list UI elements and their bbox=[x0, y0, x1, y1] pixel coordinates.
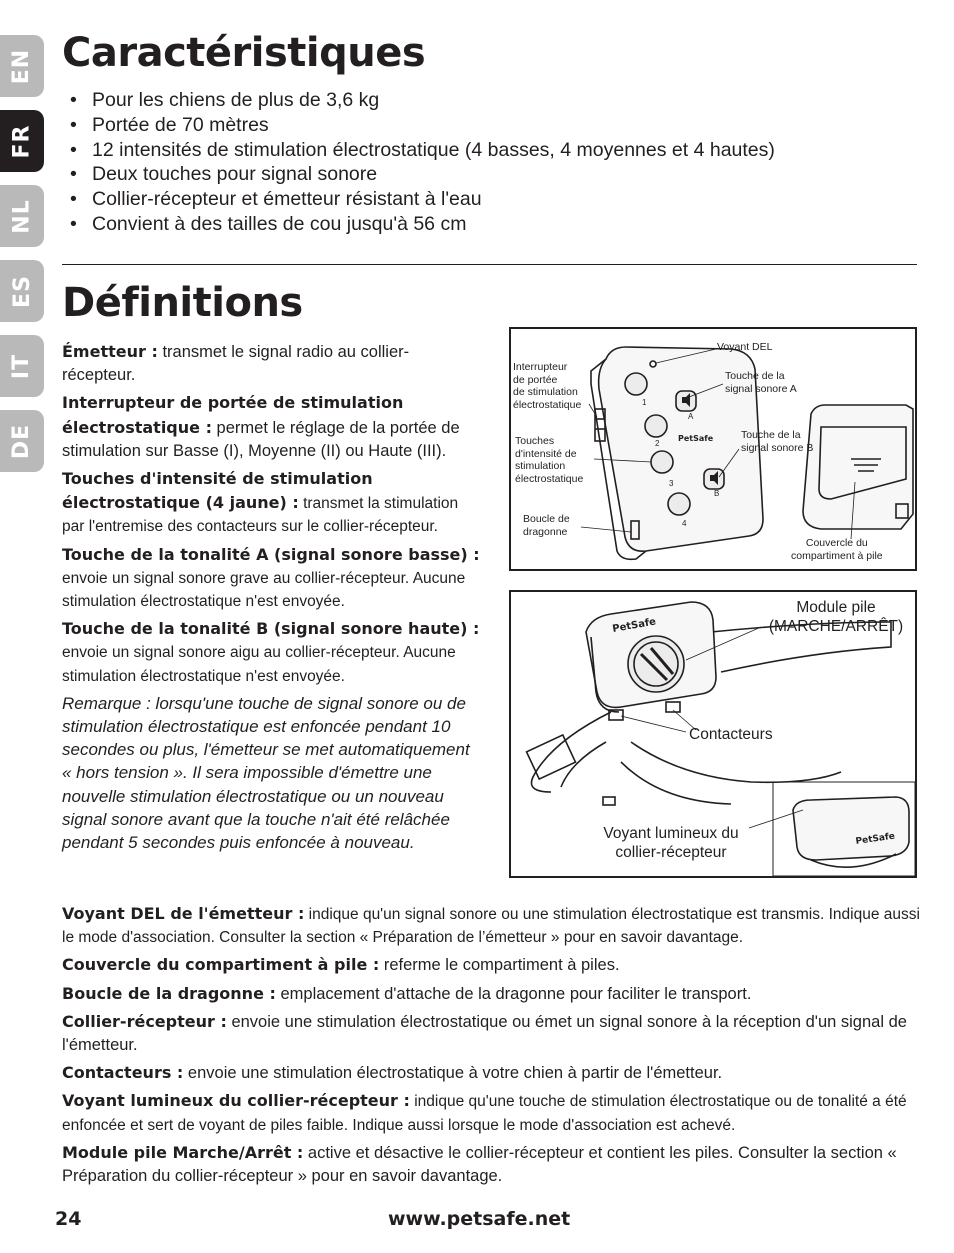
remarque-note: Remarque : lorsqu'une touche de signal sonore ou de stimulation électrostatique est enfoncée pendant 10 secondes ou plus, l'émetteur se met automatiquement « hors tension ». Il sera impossible d'émettre une nouvelle stimulation électrostatique ou un nouveau signal sonore avant que la touche n'ait été relâchée pendant 5 secondes puis enfoncée à nouveau. bbox=[62, 693, 470, 853]
features-title: Caractéristiques bbox=[62, 30, 426, 76]
collar-brand: PetSafe bbox=[611, 616, 657, 635]
definition-contacteurs: Contacteurs : envoie une stimulation électrostatique à votre chien à partir de l'émetteur. bbox=[62, 1063, 723, 1083]
definitions-title: Définitions bbox=[62, 280, 303, 326]
collar-figure bbox=[509, 590, 917, 878]
button-number: 1 bbox=[642, 398, 647, 407]
definition-touches: Touches d'intensité de stimulation électrostatique (4 jaune) : transmet la stimulation par l'entremise des contacteurs sur le collier-récepteur. bbox=[62, 469, 459, 536]
transmitter-figure bbox=[509, 327, 917, 571]
button-number: 3 bbox=[669, 479, 674, 488]
label-touche-a: Touche de la signal sonore A bbox=[725, 370, 797, 395]
feature-item: • Portée de 70 mètres bbox=[70, 113, 775, 138]
lang-tab-fr[interactable]: FR bbox=[0, 110, 44, 172]
label-touche-b: Touche de la signal sonore B bbox=[741, 429, 814, 454]
feature-item: • 12 intensités de stimulation électrostatique (4 basses, 4 moyennes et 4 hautes) bbox=[70, 138, 775, 163]
label-touches-intensite: Touches d'intensité de stimulation électrostatique bbox=[515, 435, 584, 485]
definitions-full-width bbox=[62, 902, 922, 1192]
definition-tonalite-a: Touche de la tonalité A (signal sonore basse) : envoie un signal sonore grave au collier-récepteur. Aucune stimulation électrostatique n'est envoyée. bbox=[62, 544, 480, 611]
page-number: 24 bbox=[55, 1208, 82, 1230]
label-boucle: Boucle de dragonne bbox=[523, 513, 570, 538]
definition-boucle: Boucle de la dragonne : emplacement d'attache de la dragonne pour faciliter le transport. bbox=[62, 983, 752, 1003]
label-voyant-del: Voyant DEL bbox=[717, 341, 773, 353]
transmitter-brand: PetSafe bbox=[678, 434, 714, 443]
features-list bbox=[70, 88, 775, 237]
lang-tab-nl[interactable]: NL bbox=[0, 185, 44, 247]
feature-item: • Pour les chiens de plus de 3,6 kg bbox=[70, 88, 775, 113]
definition-emetteur: Émetteur : transmet le signal radio au collier-récepteur. bbox=[62, 342, 410, 385]
button-number: 4 bbox=[682, 519, 687, 528]
label-interrupteur: Interrupteur de portée de stimulation électrostatique bbox=[513, 361, 582, 411]
feature-item: • Collier-récepteur et émetteur résistant à l'eau bbox=[70, 187, 775, 212]
lang-tab-it[interactable]: IT bbox=[0, 335, 44, 397]
collar-led-brand: PetSafe bbox=[855, 831, 896, 847]
definition-voyant-del: Voyant DEL de l'émetteur : indique qu'un signal sonore ou une stimulation électrostatique est transmis. Indique aussi le mode d'association. Consulter la section « Préparation de l’émetteur » pour en savoir davantage. bbox=[62, 904, 920, 947]
footer-url[interactable]: www.petsafe.net bbox=[388, 1208, 571, 1230]
definition-couvercle: Couvercle du compartiment à pile : referme le compartiment à piles. bbox=[62, 955, 620, 975]
definition-module: Module pile Marche/Arrêt : active et désactive le collier-récepteur et contient les piles. Consulter la section « Préparation du collier-récepteur » pour en savoir davantage. bbox=[62, 1142, 897, 1186]
definition-interrupteur: Interrupteur de portée de stimulation électrostatique : permet le réglage de la portée de stimulation sur Basse (I), Moyenne (II) ou Haute (III). bbox=[62, 393, 460, 460]
definition-tonalite-b: Touche de la tonalité B (signal sonore haute) : envoie un signal sonore aigu au collier-récepteur. Aucune stimulation électrostatique n'est envoyée. bbox=[62, 619, 480, 685]
label-couvercle: Couvercle du compartiment à pile bbox=[791, 537, 883, 562]
label-voyant-collier: Voyant lumineux du collier-récepteur bbox=[603, 825, 739, 861]
lang-tab-es[interactable]: ES bbox=[0, 260, 44, 322]
tone-letter: B bbox=[714, 489, 720, 498]
definition-collier: Collier-récepteur : envoie une stimulation électrostatique ou émet un signal sonore à la réception d'un signal de l'émetteur. bbox=[62, 1011, 907, 1055]
feature-item: • Convient à des tailles de cou jusqu'à 56 cm bbox=[70, 212, 775, 237]
definition-voyant-collier: Voyant lumineux du collier-récepteur : indique qu'une touche de stimulation électrostatique ou de tonalité a été enfoncée et sert de voyant de piles faible. Indique aussi lorsque le mode d'association est achevé. bbox=[62, 1091, 907, 1134]
lang-tab-en[interactable]: EN bbox=[0, 35, 44, 97]
section-divider bbox=[62, 264, 917, 265]
label-module-pile: Module pile (MARCHE/ARRÊT) bbox=[768, 599, 904, 635]
lang-tab-de[interactable]: DE bbox=[0, 410, 44, 472]
feature-item: • Deux touches pour signal sonore bbox=[70, 162, 775, 187]
tone-letter: A bbox=[688, 412, 694, 421]
definitions-left-column bbox=[62, 340, 482, 858]
button-number: 2 bbox=[655, 439, 660, 448]
label-contacteurs: Contacteurs bbox=[689, 726, 773, 743]
